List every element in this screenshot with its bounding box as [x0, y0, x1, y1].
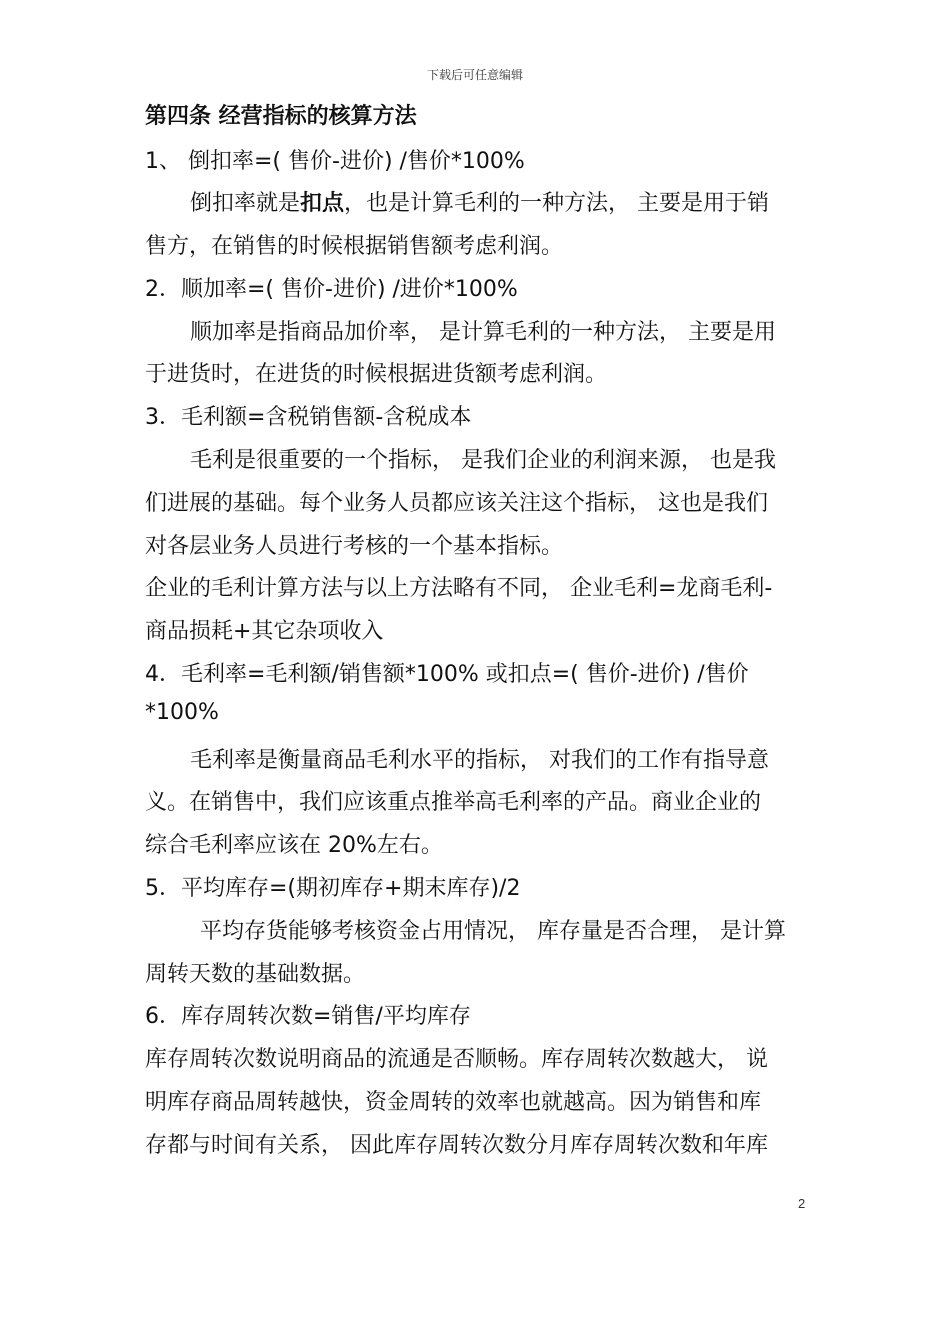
paragraph-line: 顺加率是指商品加价率， 是计算毛利的一种方法， 主要是用 — [190, 320, 776, 345]
paragraph-line: 商品损耗+其它杂项收入 — [145, 619, 384, 644]
paragraph-line: 存都与时间有关系， 因此库存周转次数分月库存周转次数和年库 — [145, 1133, 768, 1158]
paragraph-line: 对各层业务人员进行考核的一个基本指标。 — [145, 534, 564, 559]
paragraph-line: 倒扣率就是扣点，也是计算毛利的一种方法， 主要是用于销 — [190, 191, 770, 216]
paragraph-line: 售方，在销售的时候根据销售额考虑利润。 — [145, 234, 564, 259]
paragraph-line: 于进货时，在进货的时候根据进货额考虑利润。 — [145, 362, 608, 387]
formula-line-2: 2．顺加率=( 售价-进价) /进价*100% — [145, 277, 518, 302]
paragraph-line: 义。在销售中，我们应该重点推举高毛利率的产品。商业企业的 — [145, 790, 762, 815]
formula-line-5: 5．平均库存=(期初库存+期末库存)/2 — [145, 876, 521, 901]
formula-line-3: 3．毛利额=含税销售额-含税成本 — [145, 405, 472, 430]
paragraph-line: 明库存商品周转越快，资金周转的效率也就越高。因为销售和库 — [145, 1090, 762, 1115]
paragraph-line: 企业的毛利计算方法与以上方法略有不同， 企业毛利=龙商毛利- — [145, 576, 773, 601]
bold-term: 扣点 — [300, 191, 345, 216]
section-title: 第四条 经营指标的核算方法 — [145, 104, 417, 129]
formula-line-4: 4．毛利率=毛利额/销售额*100% 或扣点=( 售价-进价) /售价 — [145, 662, 749, 687]
paragraph-line: 们进展的基础。每个业务人员都应该关注这个指标， 这也是我们 — [145, 491, 768, 516]
paragraph-line: 库存周转次数说明商品的流通是否顺畅。库存周转次数越大， 说 — [145, 1047, 768, 1072]
page-header: 下载后可任意编辑 — [426, 68, 523, 82]
formula-line-6: 6．库存周转次数=销售/平均库存 — [145, 1004, 471, 1029]
formula-line-4-cont: *100% — [145, 700, 219, 725]
paragraph-line: 毛利是很重要的一个指标， 是我们企业的利润来源， 也是我 — [190, 448, 776, 473]
formula-line-1: 1、 倒扣率=( 售价-进价) /售价*100% — [145, 149, 525, 174]
paragraph-line: 周转天数的基础数据。 — [145, 962, 366, 987]
paragraph-line: 综合毛利率应该在 20%左右。 — [145, 833, 443, 858]
paragraph-line: 平均存货能够考核资金占用情况， 库存量是否合理， 是计算 — [200, 919, 786, 944]
page-number: 2 — [798, 1196, 806, 1211]
paragraph-line: 毛利率是衡量商品毛利水平的指标， 对我们的工作有指导意 — [190, 748, 769, 773]
